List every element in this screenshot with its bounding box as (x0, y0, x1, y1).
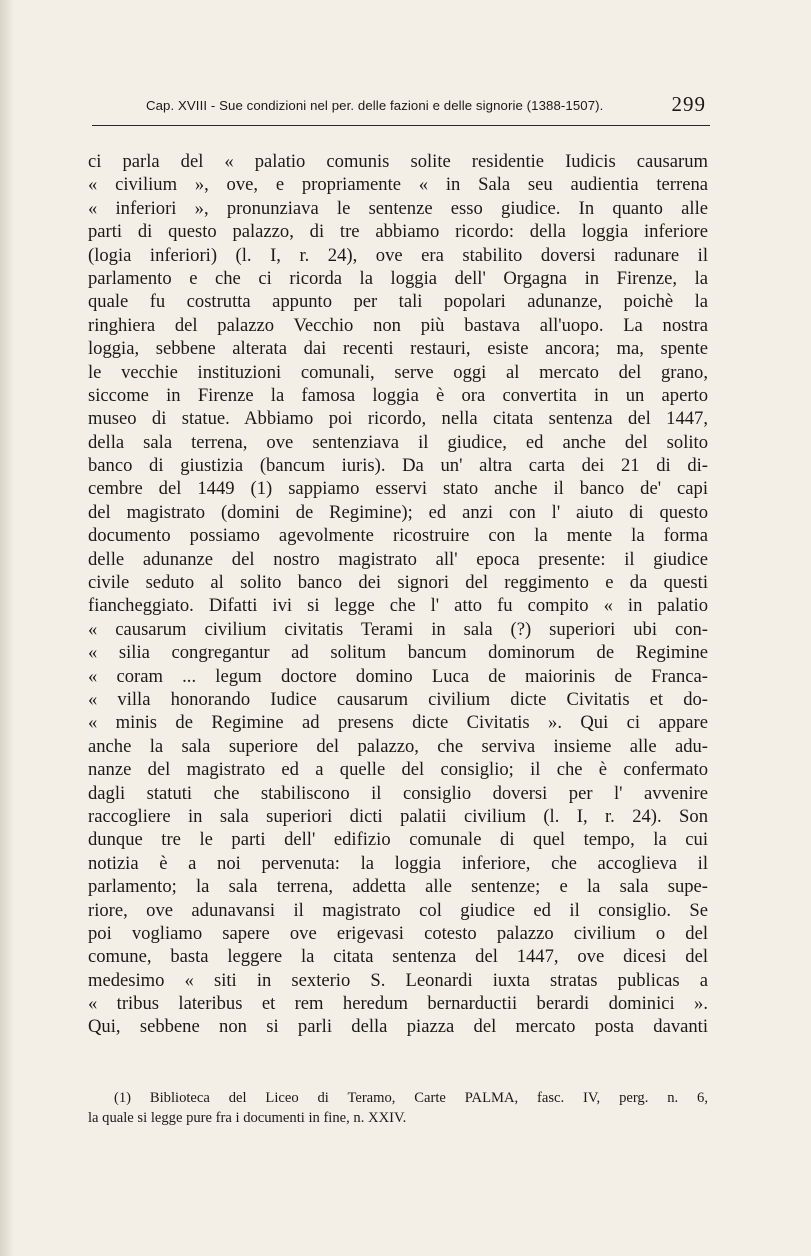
page-header (88, 92, 710, 122)
text-line: « villa honorando Iudice causarum civilium dicte Civitatis et do- (88, 688, 708, 710)
text-line: « civilium », ove, e propriamente « in Sala seu audientia terrena (88, 174, 708, 196)
text-line: anche la sala superiore del palazzo, che serviva insieme alle adu- (88, 735, 708, 757)
text-line: della sala terrena, ove sentenziava il giudice, ed anche del solito (88, 431, 708, 453)
text-line: delle adunanze del nostro magistrato all' epoca presente: il giudice (88, 548, 708, 570)
text-line: raccogliere in sala superiori dicti palatii civilium (l. I, r. 24). Son (88, 805, 708, 827)
text-line: « minis de Regimine ad presens dicte Civitatis ». Qui ci appare (88, 712, 708, 734)
text-line: cembre del 1449 (1) sappiamo esservi stato anche il banco de' capi (88, 478, 708, 500)
text-line: « coram ... legum doctore domino Luca de maiorinis de Franca- (88, 665, 708, 687)
text-line: parti di questo palazzo, di tre abbiamo ricordo: della loggia inferiore (88, 221, 708, 243)
text-line: civile seduto al solito banco dei signori del reggimento e da questi (88, 572, 708, 594)
text-line: parlamento e che ci ricorda la loggia dell' Orgagna in Firenze, la (88, 267, 708, 289)
text-line: fiancheggiato. Difatti ivi si legge che l' atto fu compito « in palatio (88, 595, 708, 617)
text-line: dagli statuti che stabiliscono il consiglio doversi per l' avvenire (88, 782, 708, 804)
text-line: poi vogliamo sapere ove erigevasi cotesto palazzo civilium o del (88, 922, 708, 944)
text-line: (logia inferiori) (l. I, r. 24), ove era stabilito doversi radunare il (88, 244, 708, 266)
text-line: « silia congregantur ad solitum bancum dominorum de Regimine (88, 642, 708, 664)
text-line: del magistrato (domini de Regimine); ed anzi con l' aiuto di questo (88, 501, 708, 523)
text-line: « tribus lateribus et rem heredum bernarductii berardi dominici ». (88, 993, 708, 1015)
text-line: ringhiera del palazzo Vecchio non più bastava all'uopo. La nostra (88, 314, 708, 336)
body-text (88, 150, 708, 1039)
page-number: 299 (671, 92, 706, 116)
text-line: banco di giustizia (bancum iuris). Da un' altra carta dei 21 di di- (88, 455, 708, 477)
text-line: quale fu costrutta appunto per tali popolari adunanze, poichè la (88, 291, 708, 313)
header-rule (92, 125, 710, 126)
text-line: « causarum civilium civitatis Terami in sala (?) superiori ubi con- (88, 618, 708, 640)
text-line: documento possiamo agevolmente ricostruire con la mente la forma (88, 525, 708, 547)
text-line: le vecchie instituzioni comunali, serve oggi al mercato del grano, (88, 361, 708, 383)
page-edge (0, 0, 14, 1256)
text-line: parlamento; la sala terrena, addetta alle sentenze; e la sala supe- (88, 876, 708, 898)
footnote-line: (1) Biblioteca del Liceo di Teramo, Carte PALMA, fasc. IV, perg. n. 6, (114, 1090, 708, 1106)
running-head: Cap. XVIII - Sue condizioni nel per. delle fazioni e delle signorie (1388-1507). (146, 98, 604, 113)
footnote (88, 1088, 708, 1128)
text-line: notizia è a noi pervenuta: la loggia inferiore, che accoglieva il (88, 852, 708, 874)
text-line: museo di statue. Abbiamo poi ricordo, nella citata sentenza del 1447, (88, 408, 708, 430)
text-line: siccome in Firenze la famosa loggia è ora convertita in un aperto (88, 384, 708, 406)
footnote-line: la quale si legge pure fra i documenti in fine, n. XXIV. (88, 1110, 407, 1126)
text-line: ci parla del « palatio comunis solite residentie Iudicis causarum (88, 151, 708, 172)
text-line: nanze del magistrato ed a quelle del consiglio; il che è confermato (88, 759, 708, 781)
text-line: dunque tre le parti dell' edifizio comunale di quel tempo, la cui (88, 829, 708, 851)
text-line: « inferiori », pronunziava le sentenze esso giudice. In quanto alle (88, 197, 708, 219)
text-line: riore, ove adunavansi il magistrato col giudice ed il consiglio. Se (88, 899, 708, 921)
text-line: Qui, sebbene non si parli della piazza del mercato posta davanti (88, 1016, 708, 1038)
text-line: comune, basta leggere la citata sentenza del 1447, ove dicesi del (88, 946, 708, 968)
text-line: loggia, sebbene alterata dai recenti restauri, esiste ancora; ma, spente (88, 338, 708, 360)
text-line: medesimo « siti in sexterio S. Leonardi iuxta stratas publicas a (88, 969, 708, 991)
